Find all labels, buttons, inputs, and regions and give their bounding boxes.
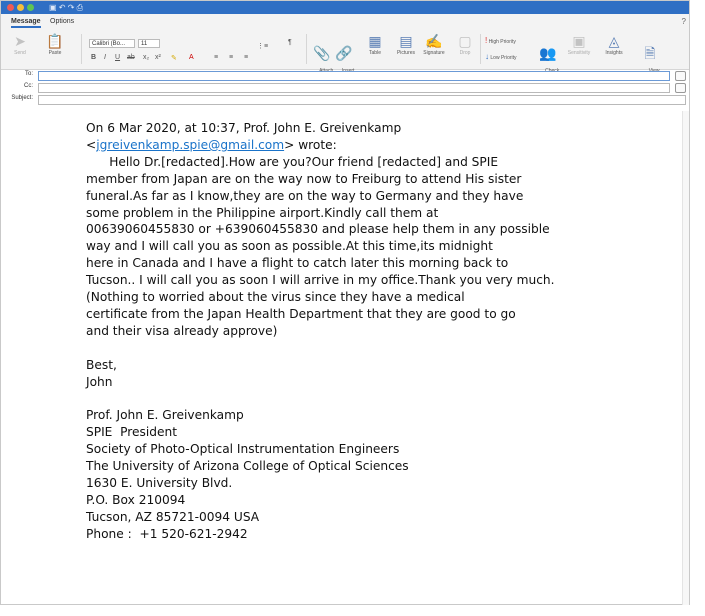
send-button[interactable]: ➤ Send (9, 32, 31, 56)
insights-icon: ◬ (608, 33, 620, 49)
cc-row (1, 82, 689, 94)
cc-field[interactable] (38, 83, 670, 93)
ribbon-toolbar (1, 30, 689, 70)
cc-contacts-button[interactable] (675, 83, 686, 93)
message-body[interactable] (86, 120, 555, 543)
high-priority-button[interactable]: ! High Priority (485, 36, 516, 45)
font-color-icon[interactable]: A (189, 54, 194, 61)
font-size-select[interactable]: 11 (138, 39, 160, 48)
subscript-button[interactable]: x₂ (143, 54, 150, 61)
paperclip-icon: 📎 (313, 45, 331, 61)
to-contacts-button[interactable] (675, 71, 686, 81)
email-close: > wrote: (284, 137, 337, 152)
align-center-button[interactable]: ≡ (229, 54, 234, 61)
paragraph-mark-icon[interactable]: ¶ (288, 39, 292, 46)
subject-field[interactable] (38, 95, 686, 105)
close-window-button[interactable] (7, 4, 14, 11)
signature-button[interactable]: ✍ Signature (420, 32, 448, 56)
message-text: Hello Dr.[redacted].How are you?Our friend [redacted] and SPIE member from Japan are on the way now to Freiburg to attend His sister funeral.As far as I know,they are on the way to Germany and they have some problem in the Philippine airport.Kindly call them at 00639060455830 or +639060455830 and please help them in any possible way and I will call you as soon as possible.At this time,its midnight here in Canada and I have a flight to catch later this morning back to Tucson.. I will call you as soon I will arrive in my office.Thank you very much. (Nothing to worried about the virus since they have a medical certificate from the Japan Health Department that they are good to go and their visa already approve) Best, John Prof. John E. Greivenkamp SPIE President Society of Photo-Optical Instrumentation Engineers The University of Arizona College of Optical Sciences 1630 E. University Blvd. P.O. Box 210094 Tucson, AZ 85721-0094 USA Phone : +1 520-621-2942 (86, 154, 555, 541)
title-bar (1, 1, 689, 14)
drop-icon: ▢ (458, 33, 472, 49)
ribbon-divider (306, 34, 307, 64)
bold-button[interactable]: B (91, 54, 97, 61)
strikethrough-button[interactable]: ab (127, 54, 135, 61)
cc-label: Cc: (24, 83, 33, 89)
sensitivity-icon: ▣ (572, 33, 586, 49)
people-icon: 👥 (539, 45, 557, 61)
exclamation-icon: ! (485, 36, 488, 45)
link-icon: 🔗 (335, 45, 353, 61)
align-left-button[interactable]: ≡ (214, 54, 219, 61)
scrollbar[interactable] (682, 111, 689, 605)
ribbon-tabs (1, 14, 689, 30)
table-icon: ▦ (368, 33, 382, 49)
italic-button[interactable]: I (104, 54, 106, 61)
ribbon-divider (81, 34, 82, 64)
numbered-list-button[interactable]: ⋮≡ (257, 43, 269, 50)
sender-email-link[interactable]: jgreivenkamp.spie@gmail.com (96, 137, 285, 152)
font-name-select[interactable]: Calibri (Bo... (89, 39, 135, 48)
tab-message[interactable]: Message (11, 18, 41, 28)
quote-header-line: On 6 Mar 2020, at 10:37, Prof. John E. Greivenkamp (86, 121, 402, 135)
signature-icon: ✍ (425, 33, 443, 49)
subject-label: Subject: (11, 95, 33, 101)
to-label: To: (24, 71, 33, 77)
quick-access-toolbar[interactable]: ▣ ↶ ↷ ⎙ (49, 3, 84, 12)
superscript-button[interactable]: x² (155, 54, 161, 61)
picture-icon: ▤ (399, 33, 413, 49)
send-icon: ➤ (14, 33, 26, 49)
down-arrow-icon: ↓ (485, 52, 489, 61)
help-icon[interactable]: ? (681, 17, 686, 26)
templates-icon: 🗎 (644, 45, 656, 61)
sensitivity-button[interactable]: ▣ Sensitivity (563, 32, 595, 56)
paste-icon: 📋 (46, 33, 64, 49)
low-priority-button[interactable]: ↓ Low Priority (485, 52, 517, 61)
subject-row (1, 94, 689, 106)
email-open: < (86, 137, 97, 152)
insights-button[interactable]: ◬ Insights (601, 32, 627, 56)
tab-options[interactable]: Options (50, 18, 75, 25)
highlight-icon[interactable]: ✎ (171, 55, 177, 62)
table-button[interactable]: ▦ Table (363, 32, 387, 56)
underline-button[interactable]: U (115, 54, 121, 61)
minimize-window-button[interactable] (17, 4, 24, 11)
to-row (1, 70, 689, 82)
pictures-button[interactable]: ▤ Pictures (393, 32, 419, 56)
drop-button[interactable]: ▢ Drop (455, 32, 475, 56)
zoom-window-button[interactable] (27, 4, 34, 11)
paste-button[interactable]: 📋 Paste (43, 32, 67, 56)
to-field[interactable] (38, 71, 670, 81)
ribbon-divider (480, 34, 481, 64)
align-right-button[interactable]: ≡ (244, 54, 249, 61)
